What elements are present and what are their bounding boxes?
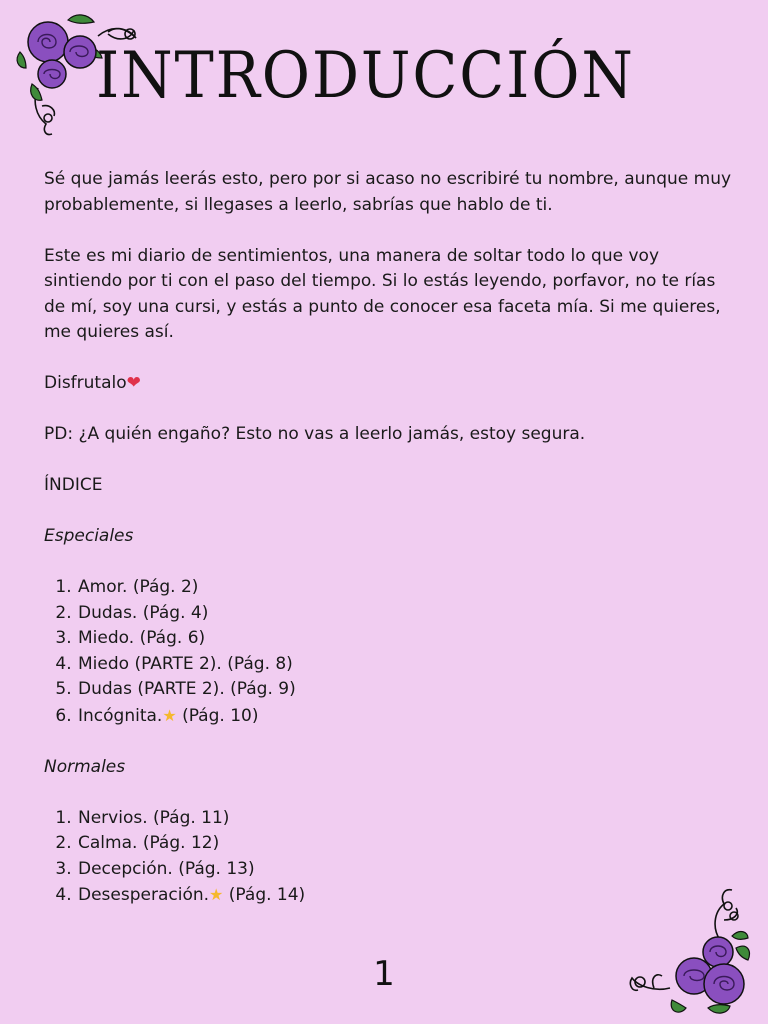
list-item bbox=[77, 831, 734, 857]
rose-ornament-bottom-right bbox=[624, 880, 754, 1020]
item-label: Calma. bbox=[78, 833, 138, 853]
list-item bbox=[77, 857, 734, 883]
list-item bbox=[77, 703, 734, 730]
item-label: Dudas (PARTE 2). bbox=[78, 679, 225, 699]
intro-paragraph-1: Sé que jamás leerás esto, pero por si acaso no escribiré tu nombre, aunque muy probablemente, si llegases a leerlo, sabrías que hablo de ti. bbox=[44, 169, 732, 215]
item-label: Desesperación. bbox=[78, 885, 210, 905]
item-label: Decepción. bbox=[78, 858, 173, 879]
star-icon: ★ bbox=[162, 705, 177, 725]
item-label: Miedo. bbox=[78, 628, 135, 648]
item-page: (Pág. 6) bbox=[139, 628, 206, 648]
list-item bbox=[77, 626, 734, 652]
item-page: (Pág. 9) bbox=[230, 679, 296, 699]
list-item bbox=[77, 806, 734, 832]
list-item bbox=[77, 677, 734, 703]
list-item bbox=[77, 575, 734, 601]
item-page: (Pág. 8) bbox=[227, 653, 293, 674]
item-page: (Pág. 10) bbox=[182, 705, 259, 726]
intro-paragraph-2: Este es mi diario de sentimientos, una manera de soltar todo lo que voy sintiendo por ti con el paso del tiempo. Si lo estás leyendo, porfavor, no te rías de mí, soy una cursi, y estás a punto de conocer esa faceta mía. Si me quieres, me quieres así. bbox=[44, 245, 721, 342]
intro-body bbox=[44, 167, 734, 934]
item-page: (Pág. 4) bbox=[142, 602, 209, 623]
index-heading: ÍNDICE bbox=[44, 475, 103, 495]
heart-icon: ❤ bbox=[126, 373, 141, 393]
item-label: Miedo (PARTE 2). bbox=[78, 653, 222, 674]
page-title: INTRODUCCIÓN bbox=[96, 39, 635, 113]
normal-section-heading: Normales bbox=[44, 756, 126, 777]
page-number: 1 bbox=[373, 954, 395, 994]
item-label: Dudas. bbox=[78, 602, 138, 623]
item-page: (Pág. 12) bbox=[142, 833, 220, 853]
star-icon: ★ bbox=[209, 885, 224, 904]
special-list bbox=[44, 575, 734, 729]
item-label: Nervios. bbox=[78, 807, 148, 828]
item-page: (Pág. 14) bbox=[228, 885, 306, 905]
list-item bbox=[77, 652, 734, 678]
item-label: Incógnita. bbox=[78, 705, 163, 726]
enjoy-text: Disfrutalo bbox=[44, 373, 127, 393]
list-item bbox=[77, 601, 734, 627]
item-page: (Pág. 13) bbox=[178, 858, 255, 879]
special-section-heading: Especiales bbox=[44, 526, 134, 546]
ps-line: PD: ¿A quién engaño? Esto no vas a leerlo jamás, estoy segura. bbox=[44, 424, 586, 444]
item-page: (Pág. 11) bbox=[153, 807, 230, 828]
item-page: (Pág. 2) bbox=[132, 577, 199, 597]
item-label: Amor. bbox=[78, 577, 128, 597]
enjoy-line bbox=[44, 371, 734, 397]
